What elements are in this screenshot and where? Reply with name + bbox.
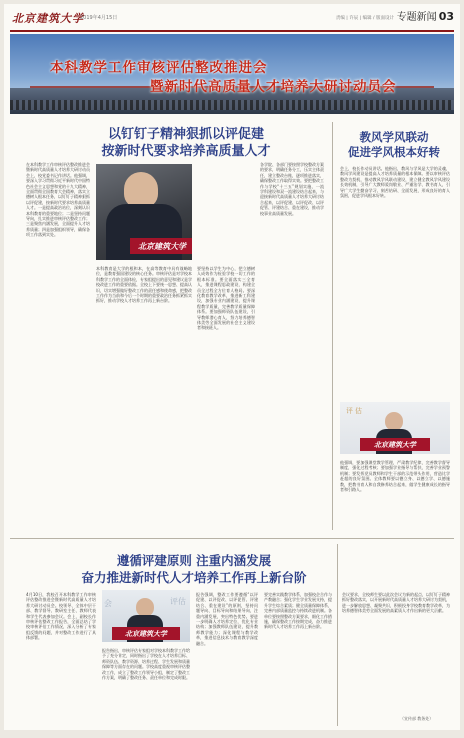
banner-title-line1: 本科教学工作审核评估整改推进会 [50, 60, 268, 76]
speaker-head [124, 172, 158, 208]
issue-date: 2019年4月15日 [80, 15, 118, 21]
conference-banner-photo [10, 34, 454, 114]
newspaper-page [4, 4, 460, 730]
column-divider [337, 544, 338, 726]
article1-column-3: 要坚持以学生为中心，把立德树人成效作为检验学校一切工作的根本标准。要全面落实三全育人，推进课程思政建设，构建全员全过程全方位育人格局。要深化教育教学改革，推进新工科建设，加强专业内涵建设，提升课程教学质量，完善教学质量保障体系。要加强师资队伍建设，引导教师潜心育人，努力培养德智体美劳全面发展的社会主义建设者和接班人。 [197, 266, 255, 331]
backdrop-text: 评估 [170, 597, 186, 606]
article2-column-2: 他强调，要加强课堂教学管理，严肃教学纪律，完善教学督导制度，强化过程考核；要加强学业指导与帮扶，完善学业预警机制；要发挥党员教师和学生干部的示范带头作用，营造比学赶超的良好氛围。全体教师要以德立身、以德立学、以德施教，把教书育人和自我修养结合起来，做学生健康成长的指导者和引路人。 [340, 460, 450, 493]
banner-title-line2: 暨新时代高质量人才培养大研讨动员会 [150, 79, 397, 95]
article1-column-4: 各学院、各部门要按照学校整改方案的要求，明确任务分工，压实主体责任，建立整改台账，逐项推进落实，确保整改工作取得实效。要把整改工作与学校“十三五”规划实施、一流学科建设和双一流建设结合起来，与迎接新时代高质量人才培养大研讨结合起来，以评促建、以评促改、以评促管、评建结合、重在建设，推动学校事业高质量发展。 [260, 162, 324, 216]
podium-logo: 北京建筑大学 [360, 438, 430, 451]
editor-info: 责编 | 许辰 | 编辑 / 版面设计 [335, 16, 394, 21]
article2-speaker-photo [340, 402, 450, 454]
section-name: 专题新闻 [396, 12, 437, 23]
masthead: 北京建筑大学 [12, 12, 84, 25]
podium-logo: 北京建筑大学 [112, 627, 180, 640]
page-header [10, 8, 454, 32]
article1-title-line1: 以钉钉子精神狠抓以评促建 [107, 127, 264, 142]
section-divider [10, 538, 454, 539]
article2-title-line2: 促进学风根本好转 [348, 145, 440, 159]
article3-column-1: 4月10日，我校召开本科教学工作审核评估整改推进会暨新时代高质量人才培养大研讨动员会。校领导、全体中层干部、教学督导、教研室主任、教师代表和学生代表参加会议。会上，副校长作审核评估整改工作报告，全面总结了学校审核评估工作情况，深入分析了专家组反馈的问题，并对整改工作进行了具体部署。 [26, 592, 96, 641]
article3-column-3: 报告强调，整改工作要遵循“以评促建、以评促改、以评促管、评建结合、重在建设”的原则，坚持问题导向、目标导向和结果导向，注重内涵发展，突出特色优势。要进一步明确人才培养定位，优化专业结构；加强教师队伍建设，提升教师教学能力；深化课程与教学改革，推进信息技术与教育教学深度融合。 [196, 592, 258, 646]
article3-byline: （宣传部 教务处） [400, 716, 434, 721]
article1-speaker-photo [96, 164, 192, 260]
article3-column-4: 要完善实践教学体系，加强校企合作与产教融合；强化学生学业发展支持，提升学生综合素质；健全质量保障体系，完善内部质量监控与持续改进机制。各单位要按照整改方案要求，细化工作措施，确保整改工作按期完成，奋力推进新时代人才培养工作再上新台阶。 [264, 592, 332, 630]
article3-column-2: 报告指出，审核评估专家组对学校本科教学工作给予了充分肯定，同时指出了学校在人才培养目标、师资队伍、教学资源、培养过程、学生发展和质量保障等方面存在的问题。学校高度重视审核评估整改工作，成立了整改工作领导小组，制定了整改工作方案，明确了整改任务、责任单位和完成时限。 [102, 648, 190, 681]
article3-speaker-photo [102, 590, 190, 642]
article3-title-line2: 奋力推进新时代人才培养工作再上新台阶 [81, 570, 307, 585]
backdrop-text: 会 [104, 599, 112, 608]
article1-headline [56, 126, 316, 160]
article3-column-5: 会议要求，全校师生要以此次会议为新的起点，以钉钉子精神抓好整改落实，以开展新时代高质量人才培养大研讨为契机，进一步解放思想、凝聚共识，积极投身学校教育教学改革，为培养德智体美劳全面发展的高素质人才作出新的更大贡献。 [342, 592, 450, 614]
section-label [397, 8, 454, 23]
article2-headline [339, 130, 449, 160]
article1-column-2: 本科教育是大学的根和本，在高等教育中具有战略地位，是教育强国建设的核心任务。审核评估是对学校本科教学工作的全面体检，专家组提出的意见和建议是学校改进工作的重要依据。全校上下要统一思想、提高认识，切实增强做好整改工作的责任感和使命感，把整改工作作为当前和今后一个时期的重要政治任务抓紧抓实抓好，推动学校人才培养工作再上新台阶。 [96, 266, 192, 304]
page-number: 03 [438, 10, 454, 23]
backdrop-text: 评估 [346, 407, 364, 415]
podium-logo: 北京建筑大学 [130, 238, 192, 254]
article2-title-line1: 教风学风联动 [359, 130, 429, 144]
audience [10, 100, 454, 110]
article3-headline [44, 552, 344, 586]
article1-title-line2: 按新时代要求培养高质量人才 [101, 144, 271, 159]
column-divider [332, 122, 333, 530]
article2-column-1: 会上，校长作动员讲话。他指出，教风与学风是大学的灵魂，教风学风建设是提高人才培养质量的根本保障。要以审核评估整改为契机，推动教风学风联动建设，建立健全教风学风建设长效机制，引导广大教师爱岗敬业、严谨治学、教书育人，引导广大学生勤奋学习、刻苦钻研、全面发展，形成良好的育人氛围，促进学风根本好转。 [340, 166, 450, 199]
article3-title-line1: 遵循评建原则 注重内涵发展 [116, 553, 272, 568]
article1-column-1: 在本科教学工作审核评估整改推进会暨新时代高质量人才培养大研讨动员会上，校党委书记作讲话。他强调，要深入学习贯彻习近平新时代中国特色社会主义思想和党的十九大精神，全面贯彻全国教育大会精神，落实立德树人根本任务，以钉钉子精神狠抓以评促建，按新时代要求培养高质量人才。一是提高政治站位，深刻认识本科教育的重要地位；二是坚持问题导向，扎实推进审核评估整改工作；三是聚焦内涵发展，全面提升人才培养质量；四是加强组织领导，确保各项工作落到实处。 [26, 162, 90, 238]
